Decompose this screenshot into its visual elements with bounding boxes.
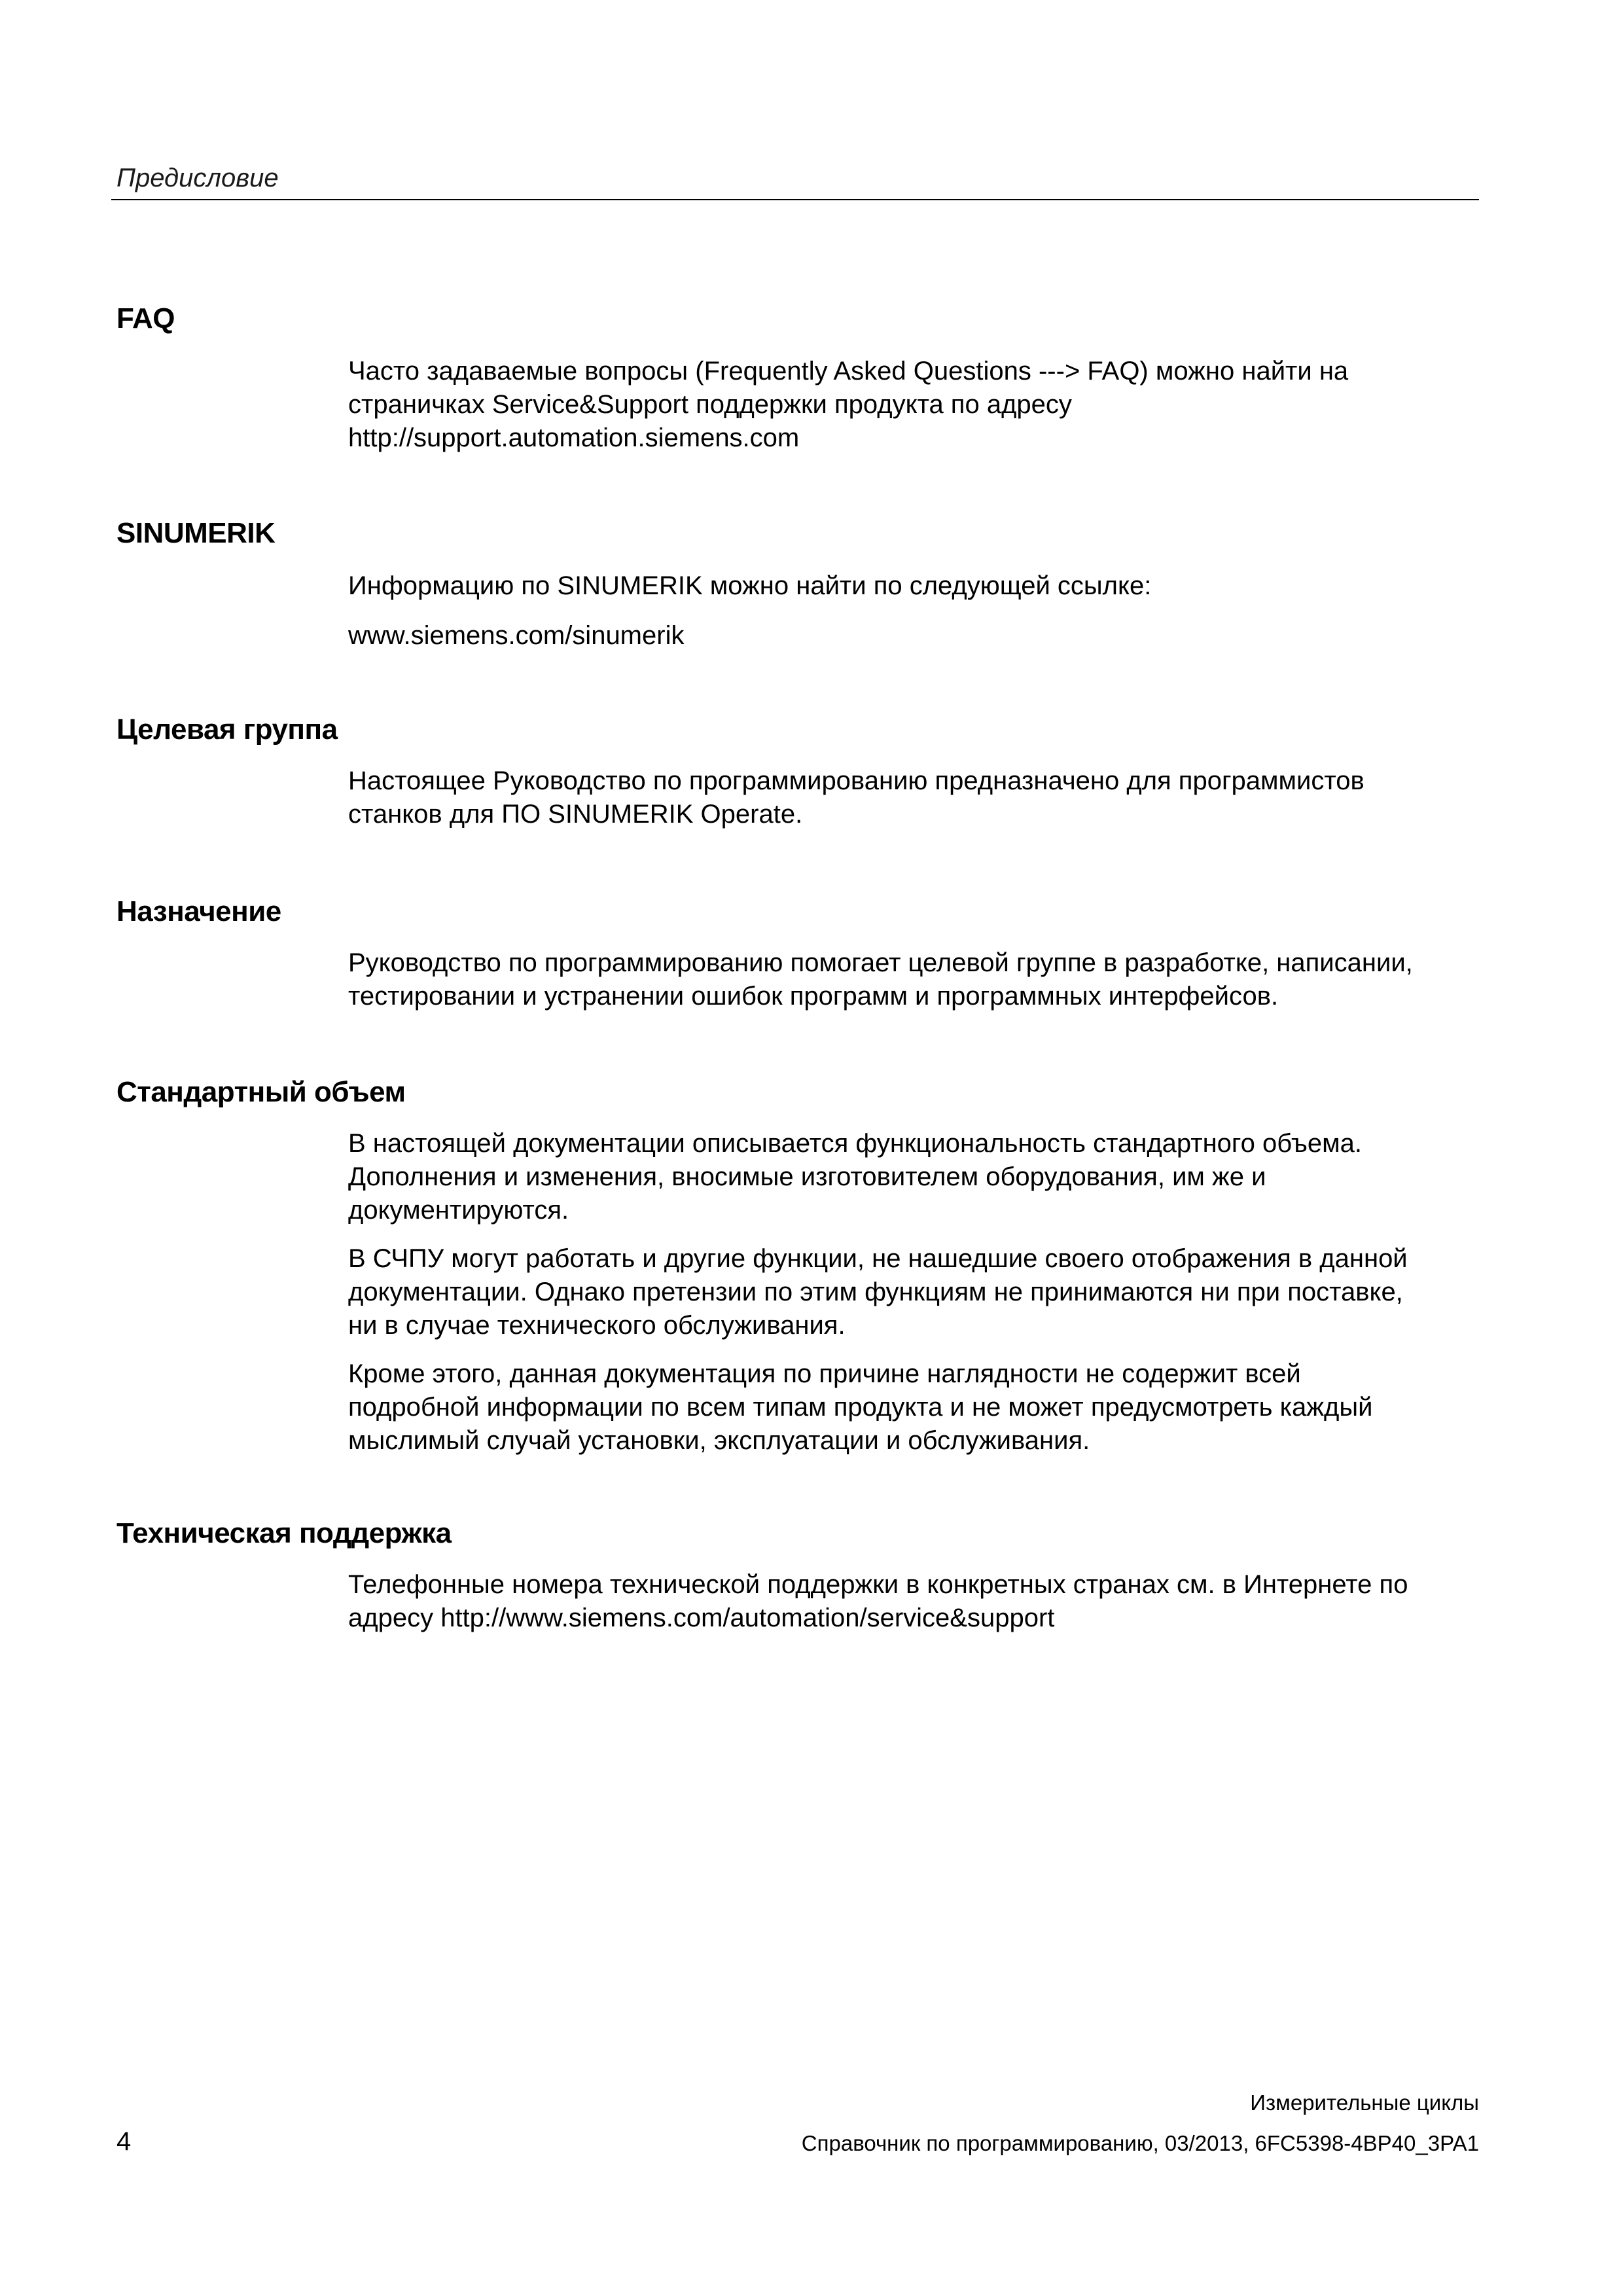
section-heading-sinumerik: SINUMERIK (116, 517, 276, 549)
section-heading-purpose: Назначение (116, 895, 281, 927)
standard-scope-text-line: мыслимый случай установки, эксплуатации и обслуживания. (348, 1426, 1090, 1455)
technical-support-link-line[interactable]: адресу http://www.siemens.com/automation/service&support (348, 1604, 1055, 1632)
standard-scope-paragraph-3 (348, 1357, 1487, 1458)
section-heading-standard-scope: Стандартный объем (116, 1076, 406, 1108)
standard-scope-text-line: документируются. (348, 1196, 569, 1225)
standard-scope-text-line: Дополнения и изменения, вносимые изготовителем оборудования, им же и (348, 1162, 1266, 1191)
sinumerik-text-line: Информацию по SINUMERIK можно найти по следующей ссылке: (348, 571, 1152, 600)
standard-scope-paragraph-1 (348, 1127, 1487, 1227)
section-heading-target-group: Целевая группа (116, 713, 338, 745)
standard-scope-text-line: В настоящей документации описывается функциональность стандартного объема. (348, 1129, 1362, 1158)
technical-support-text-line: Телефонные номера технической поддержки в конкретных странах см. в Интернете по (348, 1570, 1408, 1599)
target-group-text-line: Настоящее Руководство по программированию предназначено для программистов (348, 766, 1364, 795)
purpose-text (348, 946, 1487, 1013)
page-number: 4 (116, 2127, 132, 2156)
header-divider (111, 199, 1479, 200)
standard-scope-text-line: Кроме этого, данная документация по причине наглядности не содержит всей (348, 1359, 1301, 1388)
technical-support-text (348, 1568, 1487, 1635)
standard-scope-paragraph-2 (348, 1242, 1487, 1342)
standard-scope-text-line: подробной информации по всем типам продукта и не может предусмотреть каждый (348, 1393, 1373, 1422)
faq-text-line: страничках Service&Support поддержки продукта по адресу (348, 390, 1072, 419)
sinumerik-link[interactable]: www.siemens.com/sinumerik (348, 621, 685, 650)
target-group-text (348, 764, 1487, 831)
purpose-text-line: Руководство по программированию помогает целевой группе в разработке, написании, (348, 948, 1413, 977)
footer-document-reference: Справочник по программированию, 03/2013, 6FC5398-4BP40_3PA1 (801, 2131, 1479, 2155)
running-header-title: Предисловие (116, 164, 279, 192)
section-heading-faq: FAQ (116, 302, 175, 334)
section-heading-technical-support: Техническая поддержка (116, 1517, 452, 1549)
sinumerik-link-block (348, 619, 1487, 653)
faq-text-line: Часто задаваемые вопросы (Frequently Asked Questions ---> FAQ) можно найти на (348, 357, 1349, 386)
footer-manual-title: Измерительные циклы (1250, 2090, 1479, 2115)
sinumerik-text (348, 569, 1487, 603)
standard-scope-text-line: документации. Однако претензии по этим функциям не принимаются ни при поставке, (348, 1278, 1403, 1306)
standard-scope-text-line: ни в случае технического обслуживания. (348, 1311, 846, 1340)
faq-support-link[interactable]: http://support.automation.siemens.com (348, 423, 800, 452)
standard-scope-text-line: В СЧПУ могут работать и другие функции, не нашедшие своего отображения в данной (348, 1244, 1408, 1273)
target-group-text-line: станков для ПО SINUMERIK Operate. (348, 800, 803, 829)
faq-text (348, 355, 1487, 455)
purpose-text-line: тестировании и устранении ошибок программ и программных интерфейсов. (348, 982, 1279, 1011)
